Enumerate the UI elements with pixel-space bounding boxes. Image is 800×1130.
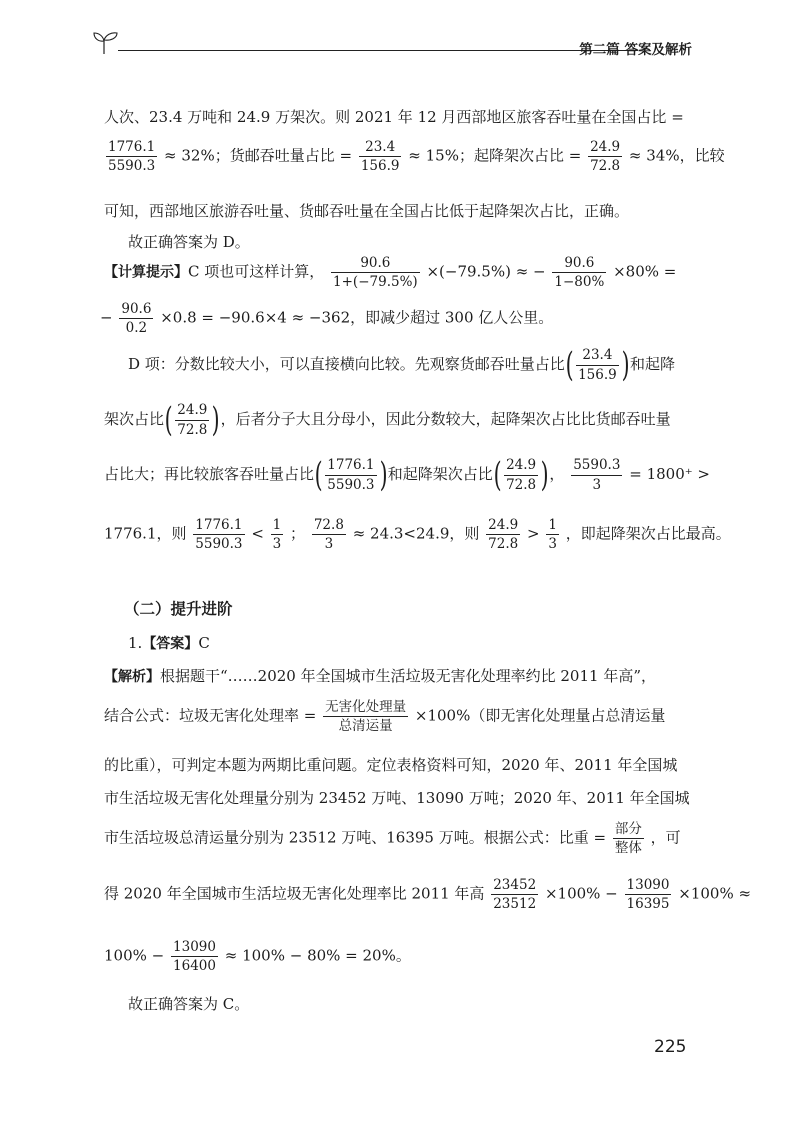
text-line: 人次、23.4 万吨和 24.9 万架次。则 2021 年 12 月西部地区旅客吞吐量在全国占比 = — [104, 108, 684, 126]
fraction: $\frac{90.6}{0.2}$ — [121, 301, 152, 337]
fraction: $\frac{1}{3}$ — [548, 517, 557, 553]
fraction: $\frac{13090}{16400}$ — [173, 939, 216, 975]
fraction: $\frac{90.6}{1-80\%}$ — [554, 255, 605, 291]
explanation-tag: 【解析】 — [104, 669, 160, 685]
fraction: $\frac{13090}{16395}$ — [626, 877, 670, 913]
calc-tip-line: 【计算提示】C 项也可这样计算， $\frac{90.6}{1+(-79.5\%)}$ ×(−79.5%) ≈ − $\frac{90.6}{1-80\%}$ ×80% = — [104, 255, 677, 291]
answer-tag: 【答案】 — [142, 636, 199, 652]
text-line: 得 2020 年全国城市生活垃圾无害化处理率比 2011 年高 $\frac{23452}{23512}$ ×100% − $\frac{13090}{16395}$ ×100% ≈ — [104, 877, 752, 913]
fraction: $\frac{23.4}{156.9}$ — [578, 347, 617, 383]
fraction: $\frac{24.9}{72.8}$ — [177, 402, 208, 438]
explanation-line: 【解析】根据题干“……2020 年全国城市生活垃圾无害化处理率约比 2011 年高”， — [104, 667, 656, 685]
text-line: 的比重），可判定本题为两期比重问题。定位表格资料可知，2020 年、2011 年全国城 — [104, 756, 678, 774]
calc-tip-line: − $\frac{90.6}{0.2}$ ×0.8 = −90.6×4 ≈ −362，即减少超过 300 亿人公里。 — [100, 301, 554, 337]
section-heading: （二）提升进阶 — [124, 600, 233, 618]
answer-line: 1.【答案】C — [128, 634, 210, 652]
text-line: 故正确答案为 D。 — [128, 233, 250, 251]
fraction: $\frac{72.8}{3}$ — [313, 517, 344, 553]
header-title: 第二篇 答案及解析 — [579, 42, 692, 58]
fraction: $\frac{23452}{23512}$ — [493, 877, 537, 913]
fraction: $\frac{1776.1}{5590.3}$ — [108, 139, 156, 175]
page-number: 225 — [654, 1037, 687, 1057]
calc-tip-tag: 【计算提示】 — [104, 264, 188, 281]
text-line: 市生活垃圾总清运量分别为 23512 万吨、16395 万吨。根据公式：比重 = $\frac{\text{部分}}{\text{整体}}$ ，可 — [104, 821, 681, 857]
header-rule — [118, 50, 638, 51]
fraction: $\frac{\text{部分}}{\text{整体}}$ — [614, 821, 642, 857]
text-line: 100% − $\frac{13090}{16400}$ ≈ 100% − 80% = 20%。 — [104, 939, 411, 975]
fraction: $\frac{90.6}{1+(-79.5\%)}$ — [333, 255, 418, 291]
text-line: $\frac{1776.1}{5590.3}$ ≈ 32%；货邮吞吐量占比 = $\frac{23.4}{156.9}$ ≈ 15%；起降架次占比 = $\frac{24.9}{72.8}$ ≈ 34%，比较 — [108, 139, 725, 175]
fraction: $\frac{24.9}{72.8}$ — [506, 457, 537, 493]
fraction: $\frac{1776.1}{5590.3}$ — [195, 517, 243, 553]
fraction: $\frac{23.4}{156.9}$ — [360, 139, 400, 175]
fraction: $\frac{1776.1}{5590.3}$ — [327, 457, 375, 493]
text-line: 1776.1，则 $\frac{1776.1}{5590.3}$ < $\frac{1}{3}$ ； $\frac{72.8}{3}$ ≈ 24.3<24.9，则 $\frac{24.9}{72.8}$ > $\frac{1}{3}$ ，即起降架次占比最高。 — [104, 517, 731, 553]
text-line: 结合公式：垃圾无害化处理率 = $\frac{\text{无害化处理量}}{\text{总清运量}}$ ×100%（即无害化处理量占总清运量 — [104, 699, 666, 735]
fraction: $\frac{24.9}{72.8}$ — [590, 139, 621, 175]
page-header — [92, 28, 692, 58]
fraction: $\frac{1}{3}$ — [272, 517, 282, 553]
text-line: D 项：分数比较大小，可以直接横向比较。先观察货邮吞吐量占比( $\frac{23.4}{156.9}$ )和起降 — [128, 345, 676, 385]
text-line: 占比大；再比较旅客吞吐量占比( $\frac{1776.1}{5590.3}$ )和起降架次占比( $\frac{24.9}{72.8}$ )， $\frac{5590.3}{3}$ = 1800⁺ > — [104, 455, 710, 495]
sprout-icon — [92, 30, 120, 56]
fraction: $\frac{5590.3}{3}$ — [573, 457, 621, 493]
text-line: 架次占比( $\frac{24.9}{72.8}$ )，后者分子大且分母小，因此分数较大，起降架次占比比货邮吞吐量 — [104, 400, 671, 440]
fraction: $\frac{\text{无害化处理量}}{\text{总清运量}}$ — [325, 699, 407, 735]
text-line: 市生活垃圾无害化处理量分别为 23452 万吨、13090 万吨；2020 年、2011 年全国城 — [104, 789, 690, 807]
fraction: $\frac{24.9}{72.8}$ — [488, 517, 519, 553]
text-line: 故正确答案为 C。 — [128, 995, 250, 1013]
text-line: 可知，西部地区旅游吞吐量、货邮吞吐量在全国占比低于起降架次占比，正确。 — [104, 202, 630, 220]
